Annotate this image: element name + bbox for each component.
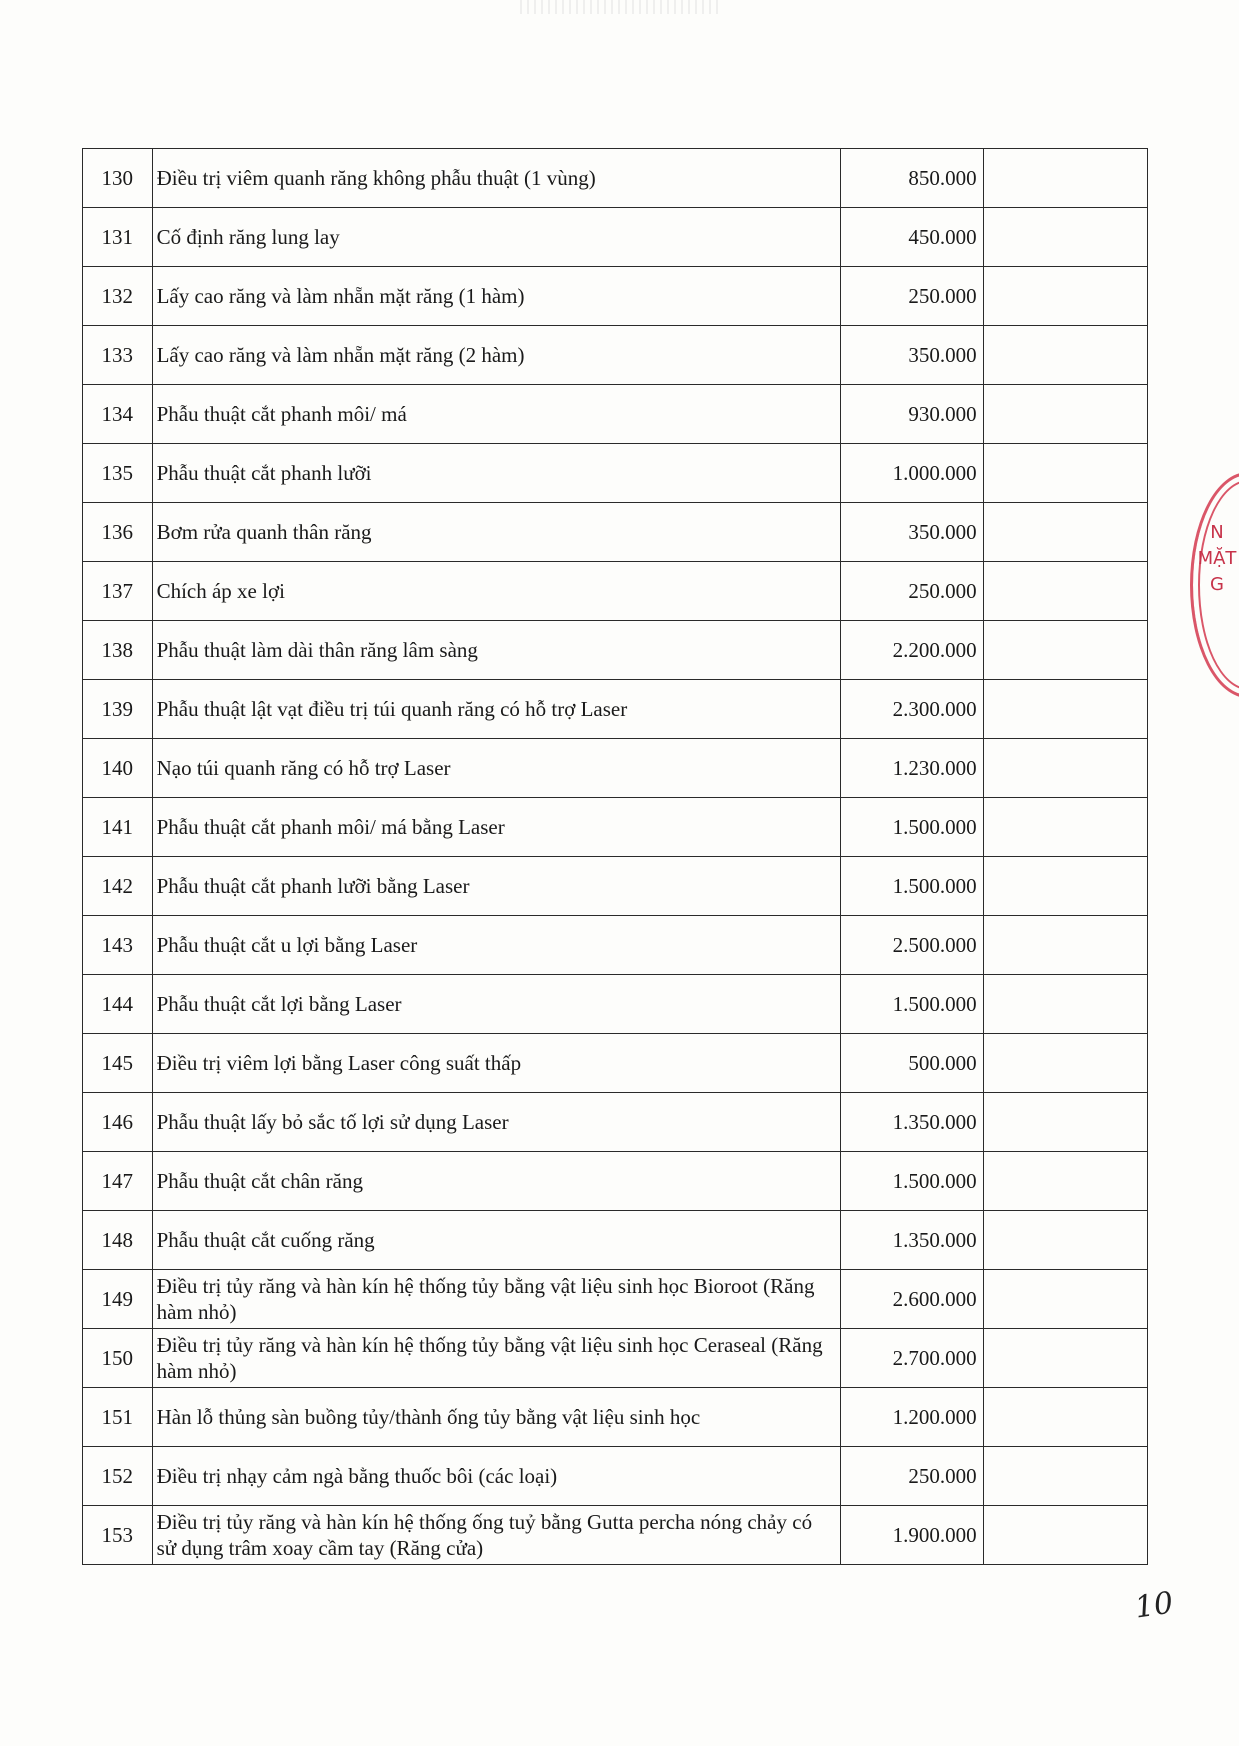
notes-cell (983, 621, 1147, 680)
row-number: 137 (83, 562, 153, 621)
service-price: 1.350.000 (841, 1093, 983, 1152)
notes-cell (983, 1093, 1147, 1152)
service-price: 2.500.000 (841, 916, 983, 975)
service-price: 930.000 (841, 385, 983, 444)
row-number: 153 (83, 1506, 153, 1565)
notes-cell (983, 1152, 1147, 1211)
service-name: Phẫu thuật cắt u lợi bằng Laser (152, 916, 841, 975)
notes-cell (983, 1211, 1147, 1270)
notes-cell (983, 1329, 1147, 1388)
service-name: Nạo túi quanh răng có hỗ trợ Laser (152, 739, 841, 798)
table-row (83, 857, 1148, 916)
table-row (83, 444, 1148, 503)
service-name: Phẫu thuật lật vạt điều trị túi quanh răng có hỗ trợ Laser (152, 680, 841, 739)
notes-cell (983, 267, 1147, 326)
service-name: Phẫu thuật cắt phanh môi/ má (152, 385, 841, 444)
row-number: 152 (83, 1447, 153, 1506)
service-price: 1.350.000 (841, 1211, 983, 1270)
stamp-text (1196, 520, 1238, 598)
notes-cell (983, 1270, 1147, 1329)
notes-cell (983, 798, 1147, 857)
row-number: 143 (83, 916, 153, 975)
notes-cell (983, 444, 1147, 503)
service-price: 250.000 (841, 1447, 983, 1506)
notes-cell (983, 385, 1147, 444)
row-number: 142 (83, 857, 153, 916)
table-row (83, 326, 1148, 385)
table-row (83, 149, 1148, 208)
price-table (82, 148, 1148, 1565)
notes-cell (983, 562, 1147, 621)
service-price: 850.000 (841, 149, 983, 208)
service-price: 1.230.000 (841, 739, 983, 798)
service-price: 250.000 (841, 267, 983, 326)
table-row (83, 680, 1148, 739)
service-name: Lấy cao răng và làm nhẵn mặt răng (2 hàm) (152, 326, 841, 385)
service-name: Phẫu thuật cắt phanh lưỡi bằng Laser (152, 857, 841, 916)
scan-specks (520, 0, 720, 14)
handwritten-page-number: 10 (1132, 1585, 1176, 1626)
table-row (83, 1388, 1148, 1447)
service-name: Điều trị tủy răng và hàn kín hệ thống ống tuỷ bằng Gutta percha nóng chảy có sử dụng trâm xoay cầm tay (Răng cửa) (152, 1506, 841, 1565)
service-price: 500.000 (841, 1034, 983, 1093)
service-price: 1.500.000 (841, 1152, 983, 1211)
service-name: Lấy cao răng và làm nhẵn mặt răng (1 hàm) (152, 267, 841, 326)
table-row (83, 916, 1148, 975)
notes-cell (983, 1388, 1147, 1447)
row-number: 133 (83, 326, 153, 385)
row-number: 135 (83, 444, 153, 503)
notes-cell (983, 326, 1147, 385)
notes-cell (983, 149, 1147, 208)
row-number: 136 (83, 503, 153, 562)
service-name: Phẫu thuật cắt chân răng (152, 1152, 841, 1211)
table-row (83, 1270, 1148, 1329)
row-number: 149 (83, 1270, 153, 1329)
notes-cell (983, 1447, 1147, 1506)
service-price: 350.000 (841, 503, 983, 562)
row-number: 141 (83, 798, 153, 857)
notes-cell (983, 208, 1147, 267)
table-row (83, 798, 1148, 857)
notes-cell (983, 857, 1147, 916)
service-name: Điều trị viêm quanh răng không phẫu thuật (1 vùng) (152, 149, 841, 208)
table-body (83, 149, 1148, 1565)
row-number: 132 (83, 267, 153, 326)
stamp-line-1: N (1210, 522, 1224, 543)
notes-cell (983, 503, 1147, 562)
service-price: 1.500.000 (841, 857, 983, 916)
stamp-line-2: MẶT (1197, 548, 1237, 569)
service-name: Phẫu thuật cắt phanh môi/ má bằng Laser (152, 798, 841, 857)
notes-cell (983, 975, 1147, 1034)
service-name: Điều trị viêm lợi bằng Laser công suất thấp (152, 1034, 841, 1093)
service-price: 2.200.000 (841, 621, 983, 680)
notes-cell (983, 1506, 1147, 1565)
table-row (83, 1093, 1148, 1152)
row-number: 148 (83, 1211, 153, 1270)
service-price: 1.500.000 (841, 975, 983, 1034)
service-name: Phẫu thuật cắt lợi bằng Laser (152, 975, 841, 1034)
service-price: 1.000.000 (841, 444, 983, 503)
service-name: Bơm rửa quanh thân răng (152, 503, 841, 562)
service-name: Phẫu thuật lấy bỏ sắc tố lợi sử dụng Laser (152, 1093, 841, 1152)
row-number: 134 (83, 385, 153, 444)
service-name: Phẫu thuật làm dài thân răng lâm sàng (152, 621, 841, 680)
table-row (83, 503, 1148, 562)
table-row (83, 208, 1148, 267)
table-row (83, 739, 1148, 798)
service-price: 250.000 (841, 562, 983, 621)
table-row (83, 1329, 1148, 1388)
table-row (83, 1152, 1148, 1211)
service-price: 2.300.000 (841, 680, 983, 739)
table-row (83, 1506, 1148, 1565)
service-price: 1.500.000 (841, 798, 983, 857)
row-number: 150 (83, 1329, 153, 1388)
row-number: 145 (83, 1034, 153, 1093)
notes-cell (983, 680, 1147, 739)
service-price: 2.600.000 (841, 1270, 983, 1329)
table-row (83, 975, 1148, 1034)
service-price: 450.000 (841, 208, 983, 267)
service-name: Điều trị tủy răng và hàn kín hệ thống tủy bằng vật liệu sinh học Ceraseal (Răng hàm nhỏ) (152, 1329, 841, 1388)
service-name: Điều trị tủy răng và hàn kín hệ thống tủy bằng vật liệu sinh học Bioroot (Răng hàm nhỏ) (152, 1270, 841, 1329)
service-price: 1.900.000 (841, 1506, 983, 1565)
service-price: 2.700.000 (841, 1329, 983, 1388)
service-name: Phẫu thuật cắt phanh lưỡi (152, 444, 841, 503)
service-price: 350.000 (841, 326, 983, 385)
service-name: Hàn lỗ thủng sàn buồng tủy/thành ống tủy bằng vật liệu sinh học (152, 1388, 841, 1447)
notes-cell (983, 1034, 1147, 1093)
row-number: 138 (83, 621, 153, 680)
table-row (83, 562, 1148, 621)
service-name: Điều trị nhạy cảm ngà bằng thuốc bôi (các loại) (152, 1447, 841, 1506)
row-number: 131 (83, 208, 153, 267)
row-number: 146 (83, 1093, 153, 1152)
row-number: 144 (83, 975, 153, 1034)
service-name: Phẫu thuật cắt cuống răng (152, 1211, 841, 1270)
table-row (83, 267, 1148, 326)
stamp-line-3: G (1210, 574, 1224, 595)
table-row (83, 1447, 1148, 1506)
row-number: 140 (83, 739, 153, 798)
row-number: 130 (83, 149, 153, 208)
row-number: 139 (83, 680, 153, 739)
table-row (83, 1211, 1148, 1270)
table-row (83, 1034, 1148, 1093)
notes-cell (983, 916, 1147, 975)
notes-cell (983, 739, 1147, 798)
table-row (83, 621, 1148, 680)
table-row (83, 385, 1148, 444)
service-price: 1.200.000 (841, 1388, 983, 1447)
row-number: 147 (83, 1152, 153, 1211)
service-name: Chích áp xe lợi (152, 562, 841, 621)
service-name: Cố định răng lung lay (152, 208, 841, 267)
row-number: 151 (83, 1388, 153, 1447)
